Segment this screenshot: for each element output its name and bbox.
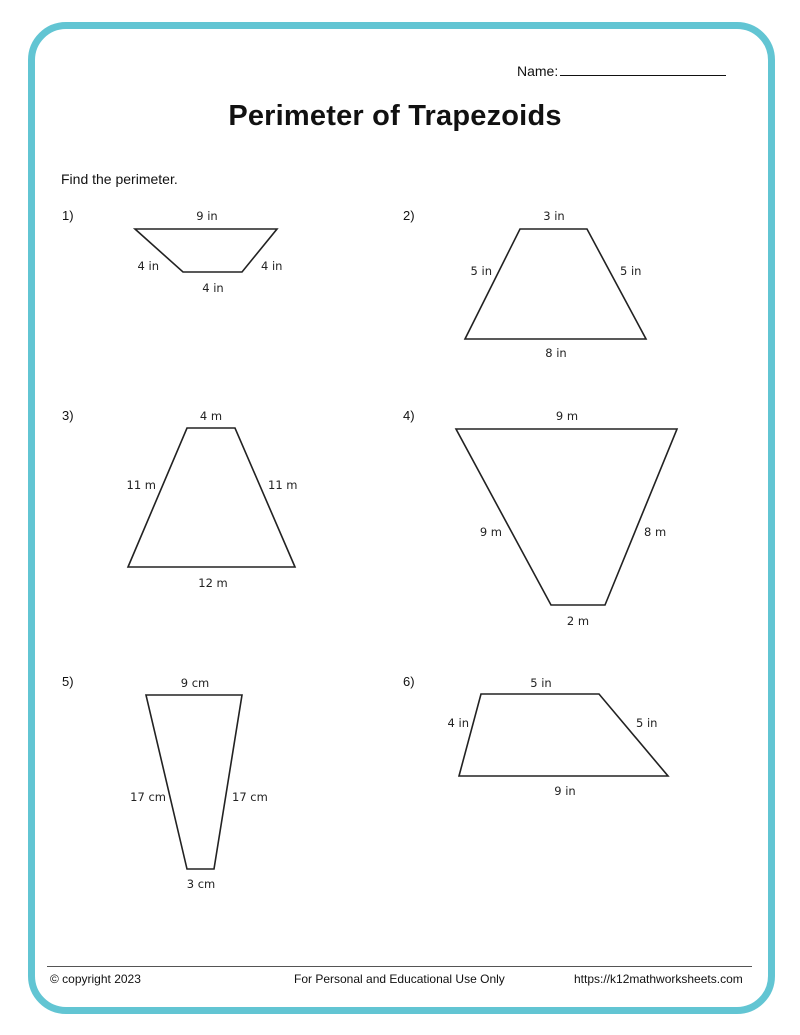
top-side-label: 9 cm [180,676,210,690]
bottom-side-label: 4 in [202,281,224,295]
left-side-label: 5 in [470,264,492,278]
problem-6-number: 6) [403,674,415,689]
footer-usage-notice: For Personal and Educational Use Only [294,972,505,986]
problem-3-number: 3) [62,408,74,423]
problem-1-trapezoid [135,209,282,295]
bottom-side-label: 8 in [545,346,567,360]
trapezoid-shape [128,428,295,567]
right-side-label: 5 in [620,264,642,278]
problem-4-number: 4) [403,408,415,423]
name-label: Name: [517,63,559,79]
bottom-side-label: 12 m [198,576,228,590]
trapezoid-shape [465,229,646,339]
footer-copyright: © copyright 2023 [50,972,141,986]
top-side-label: 9 m [555,409,579,423]
left-side-label: 17 cm [130,790,166,804]
problem-5-number: 5) [62,674,74,689]
left-side-label: 4 in [137,259,159,273]
trapezoid-shape [459,694,668,776]
right-side-label: 8 m [644,525,667,539]
top-side-label: 4 m [199,409,223,423]
trapezoid-shape [456,429,677,605]
top-side-label: 3 in [543,209,565,223]
instructions: Find the perimeter. [61,171,178,187]
bottom-side-label: 2 m [566,614,590,628]
trapezoid-shape [146,695,242,869]
bottom-side-label: 3 cm [186,877,216,891]
problem-2-number: 2) [403,208,415,223]
footer-url-link[interactable]: https://k12mathworksheets.com [574,972,743,986]
problem-1-number: 1) [62,208,74,223]
footer-divider [47,966,752,967]
left-side-label: 9 m [479,525,502,539]
problem-4-trapezoid [456,409,677,628]
top-side-label: 9 in [196,209,218,223]
left-side-label: 4 in [447,716,469,730]
left-side-label: 11 m [126,478,156,492]
problem-6-trapezoid [448,676,668,798]
page-title: Perimeter of Trapezoids [228,100,562,132]
problem-2-trapezoid [465,209,646,360]
problem-3-trapezoid [127,409,298,590]
bottom-side-label: 9 in [554,784,576,798]
top-side-label: 5 in [530,676,552,690]
right-side-label: 11 m [268,478,298,492]
right-side-label: 17 cm [232,790,268,804]
right-side-label: 5 in [636,716,658,730]
right-side-label: 4 in [261,259,283,273]
problem-5-trapezoid [130,676,268,891]
